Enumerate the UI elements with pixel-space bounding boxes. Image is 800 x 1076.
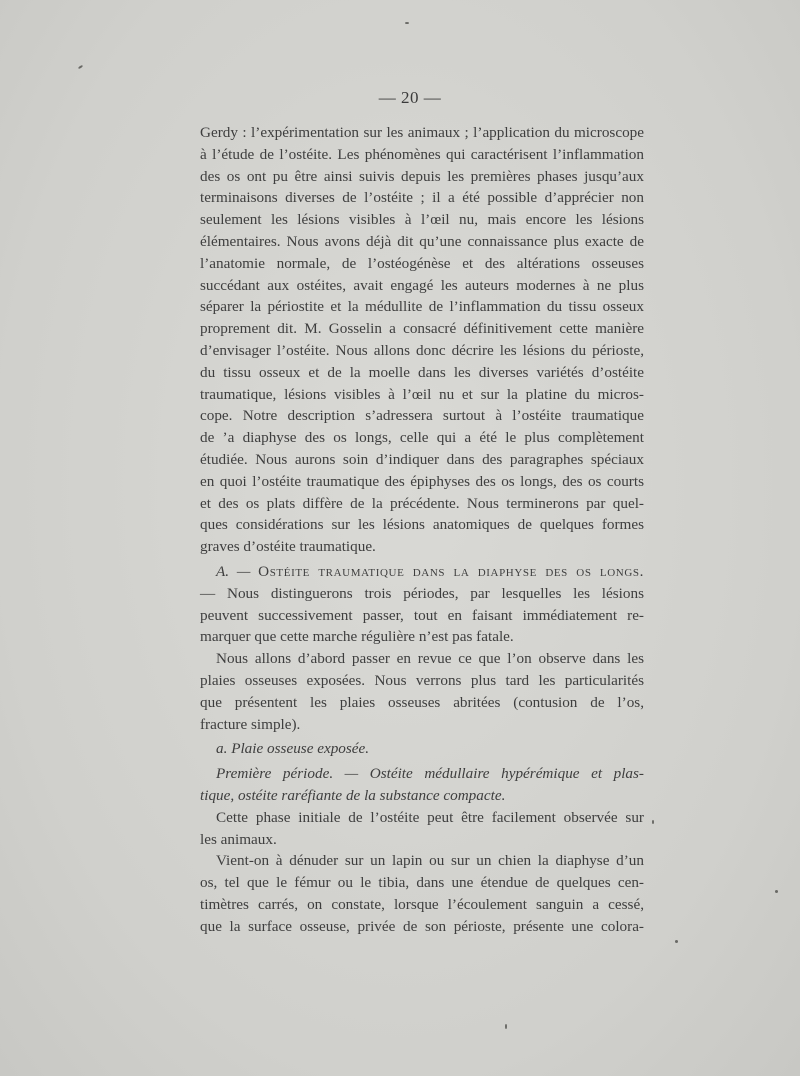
section-a [200, 561, 644, 648]
text-line: Nous allons d’abord passer en revue ce que l’on observe dans les [216, 650, 644, 668]
text-line: marquer que cette marche régulière n’est pas fatale. [200, 628, 514, 646]
text-line: tique, ostéite raréfiante de la substance compacte. [200, 786, 506, 804]
text-line: graves d’ostéite traumatique. [200, 538, 376, 556]
text-line: l’anatomie normale, de l’ostéogénèse et des altérations osseuses [200, 254, 644, 272]
text-line: élémentaires. Nous avons déjà dit qu’une connaissance plus exacte de [200, 232, 644, 250]
text-line: os, tel que le fémur ou le tibia, dans une étendue de quelques cen- [200, 874, 644, 892]
text-line: et des os plats diffère de la précédente. Nous terminerons par quel- [200, 494, 644, 512]
paper-speck [775, 890, 778, 893]
text-line: fracture simple). [200, 715, 301, 733]
text-line: peuvent successivement passer, tout en faisant immédiatement re- [200, 606, 644, 624]
text-line: cope. Notre description s’adressera surtout à l’ostéite traumatique [200, 407, 644, 425]
text-line: les animaux. [200, 830, 277, 848]
text-line: Première période. — Ostéite médullaire hypérémique et plas- [216, 765, 644, 783]
text-line: à l’étude de l’ostéite. Les phénomènes qui caractérisent l’inflammation [200, 145, 644, 163]
paper-speck [78, 65, 83, 70]
text-line: terminaisons diverses de l’ostéite ; il a été possible d’apprécier non [200, 189, 644, 207]
text-line: Gerdy : l’expérimentation sur les animaux ; l’application du microscope [200, 124, 644, 141]
text-line: que la surface osseuse, privée de son périoste, présente une colora- [200, 917, 644, 935]
text-line: proprement dit. M. Gosselin a consacré définitivement cette manière [200, 320, 644, 338]
paragraph [200, 122, 644, 558]
paragraph [200, 850, 644, 937]
section-heading-line [200, 561, 644, 583]
text-line: étudiée. Nous aurons soin d’indiquer dans des paragraphes spéciaux [200, 450, 644, 468]
section-heading: Ostéite traumatique dans la diaphyse des os longs. [258, 562, 644, 580]
paragraph [200, 648, 644, 735]
text-line: que présentent les plaies osseuses abritées (contusion de l’os, [200, 693, 644, 711]
paper-speck [505, 1024, 507, 1029]
page-number: — 20 — [378, 88, 442, 107]
period-heading [200, 763, 644, 807]
text-line: Cette phase initiale de l’ostéite peut être facilement observée sur [216, 808, 644, 826]
text-line: d’envisager l’ostéite. Nous allons donc décrire les lésions du périoste, [200, 341, 644, 359]
text-line: seulement les lésions visibles à l’œil nu, mais encore les lésions [200, 211, 644, 229]
text-line: du tissu osseux et de la moelle dans les diverses variétés d’ostéite [200, 363, 644, 381]
text-line: en quoi l’ostéite traumatique des épiphyses des os longs, des os courts [200, 472, 644, 490]
subheading: a. Plaie osseuse exposée. [216, 740, 370, 758]
paragraph [200, 807, 644, 851]
text-line: timètres carrés, on constate, lorsque l’écoulement sanguin a cessé, [200, 895, 644, 913]
text-line: plaies osseuses exposées. Nous verrons plus tard les particularités [200, 671, 644, 689]
text-line: séparer la périostite et la médullite de l’inflammation du tissu osseux [200, 298, 644, 316]
text-line: succédant aux ostéites, avait engagé les auteurs modernes à ne plus [200, 276, 644, 294]
body-text [200, 122, 644, 937]
paper-speck [652, 820, 654, 824]
section-prefix: A. — [216, 562, 251, 580]
text-line: — Nous distinguerons trois périodes, par lesquelles les lésions [200, 584, 644, 602]
paper-speck [405, 22, 409, 24]
text-line: de ’a diaphyse des os longs, celle qui a été le plus complètement [200, 429, 644, 447]
text-line: ques considérations sur les lésions anatomiques de quelques formes [200, 516, 644, 534]
text-line: des os ont pu être ainsi suivis depuis les premières phases jusqu’aux [200, 167, 644, 185]
text-line: Vient-on à dénuder sur un lapin ou sur un chien la diaphyse d’un [216, 852, 644, 870]
text-line: traumatique, lésions visibles à l’œil nu et sur la platine du micros- [200, 385, 644, 403]
paper-speck [675, 940, 678, 943]
